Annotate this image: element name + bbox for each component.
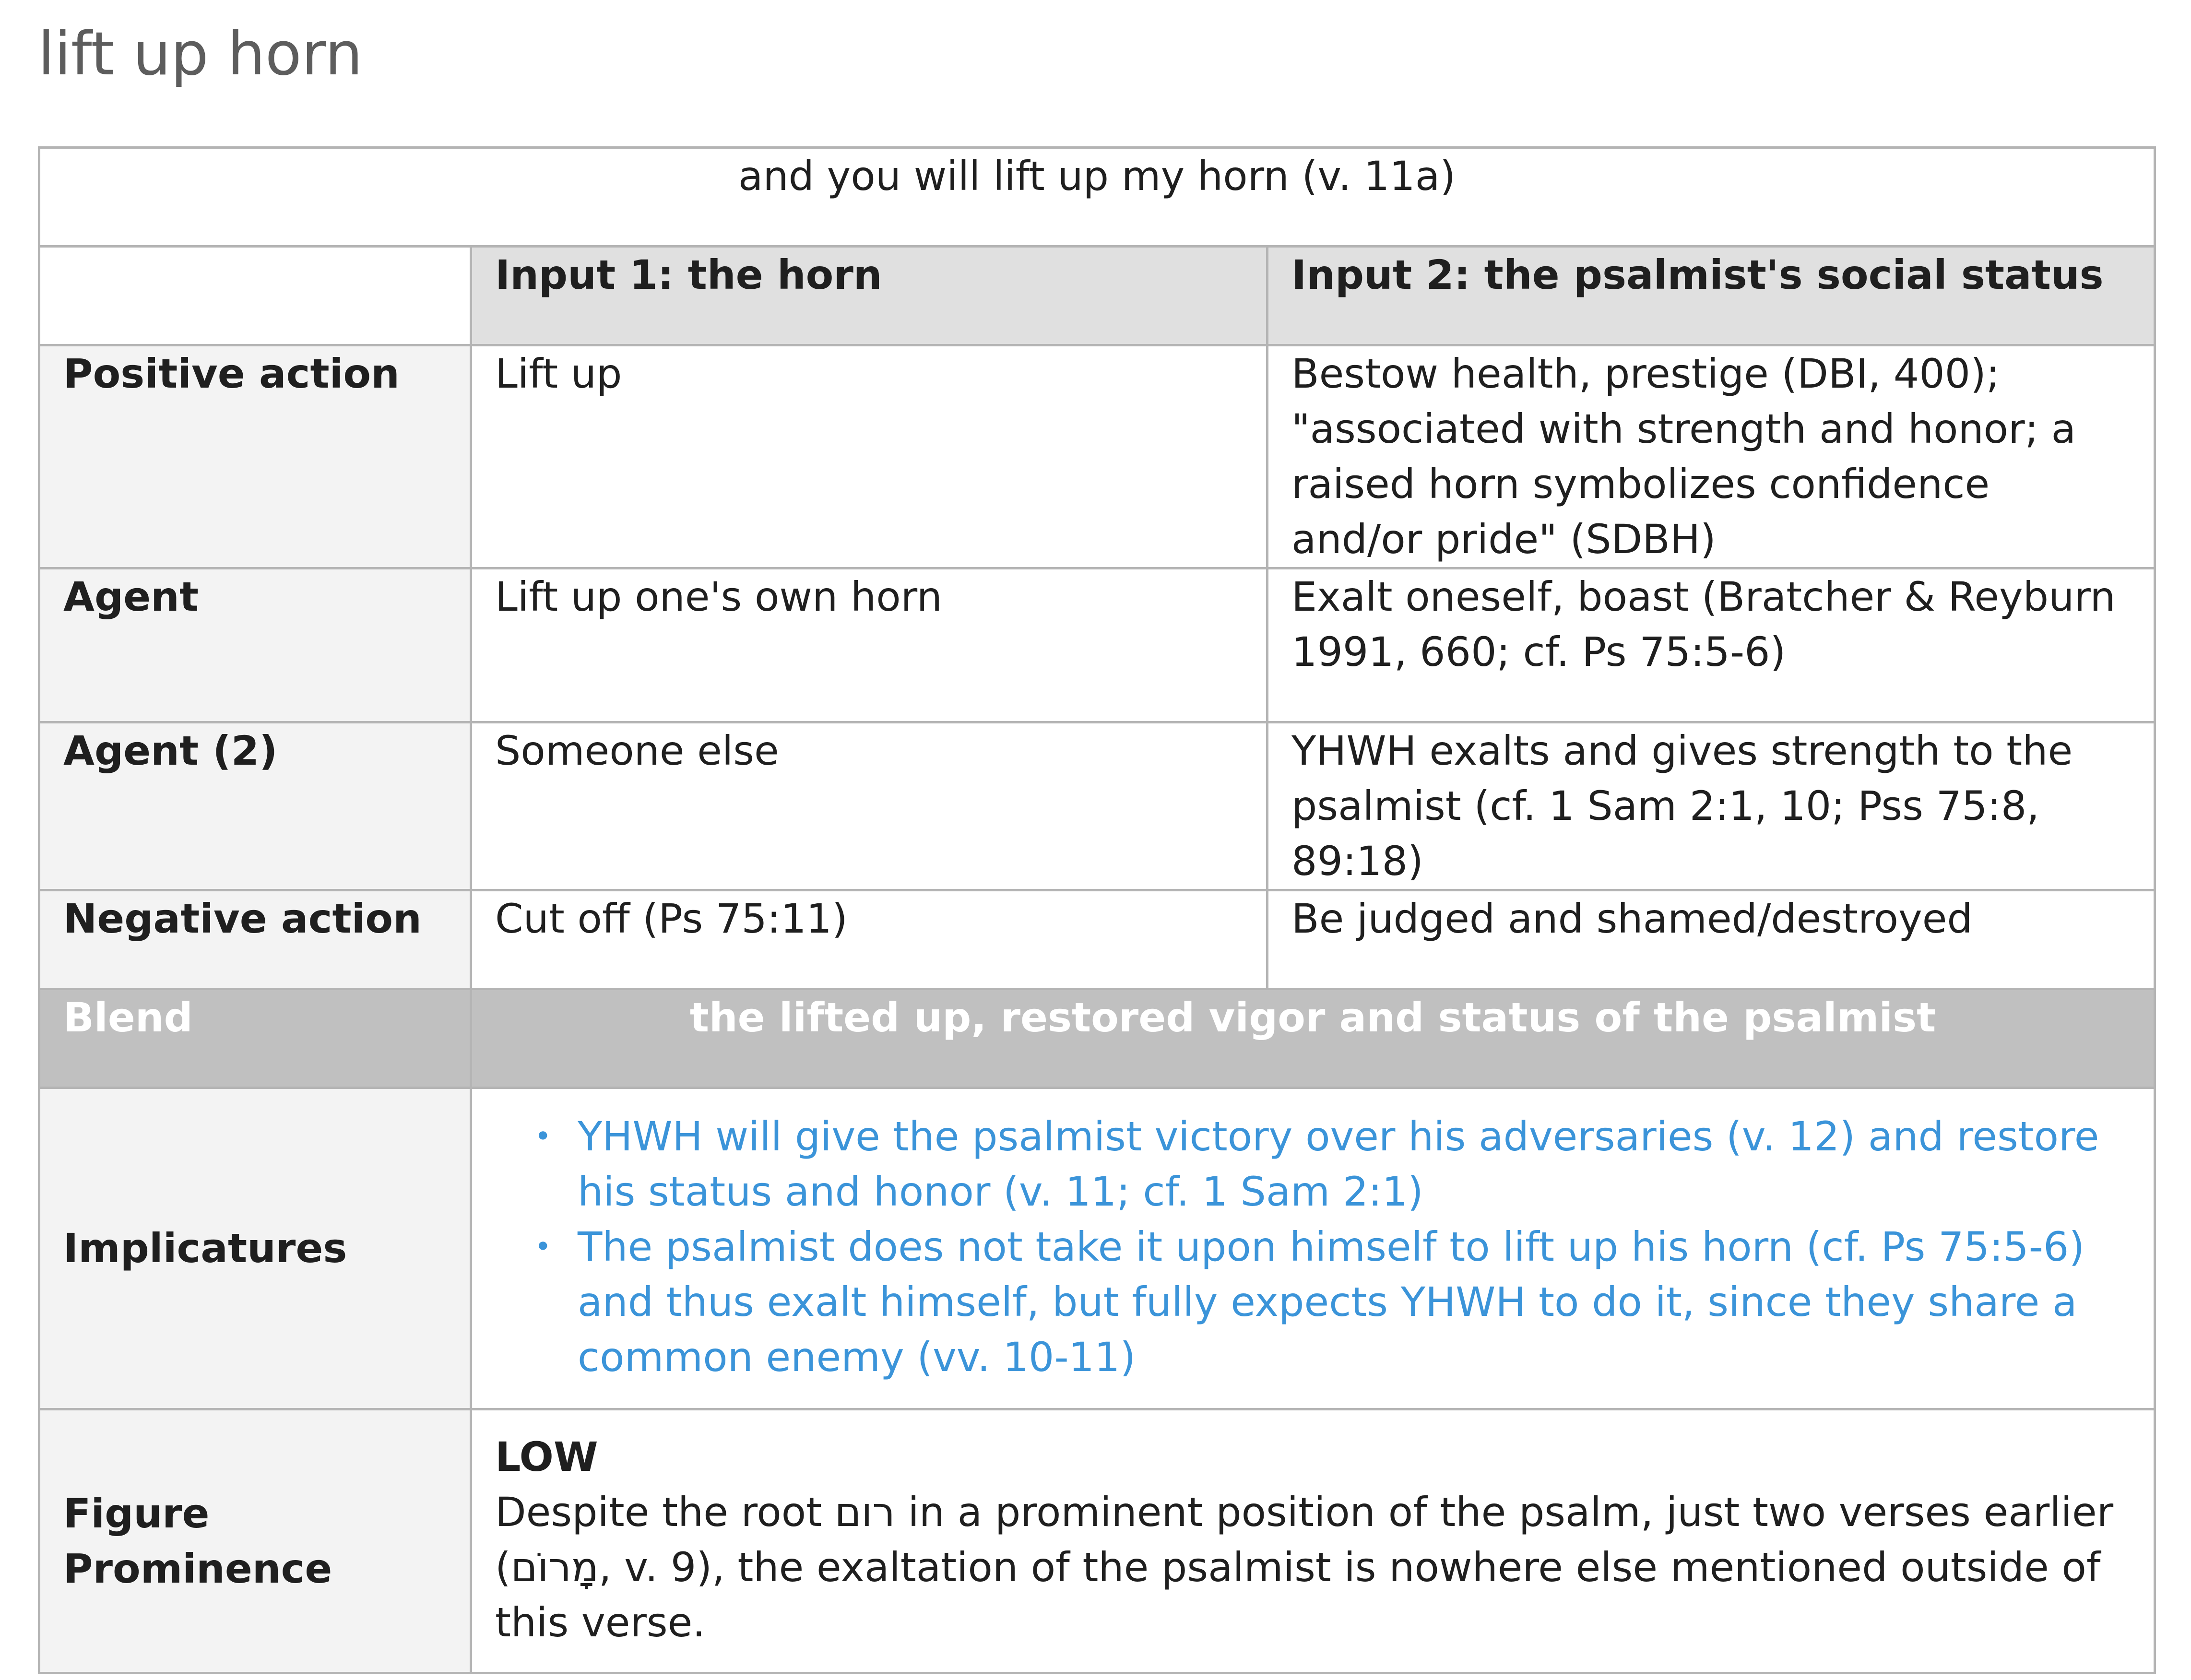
prominence-text: Despite the root רום in a prominent position of the psalm, just two verses earlier (מָרוֹם, v. 9), the exaltation of the psalmist is nowhere else mentioned outside of this verse. (495, 1489, 2114, 1646)
analysis-table (38, 146, 2156, 1674)
header-input-1: Input 1: the horn (471, 247, 1267, 345)
list-item (534, 1219, 2115, 1385)
row-label-negative-action: Negative action (39, 890, 471, 989)
header-input-2: Input 2: the psalmist's social status (1267, 247, 2155, 345)
list-item (534, 1109, 2115, 1219)
cell-positive-input-1: Lift up (471, 345, 1267, 568)
figure-prominence-row (39, 1409, 2155, 1673)
cell-agent2-input-1: Someone else (471, 722, 1267, 890)
bullet-icon: • (534, 1120, 552, 1153)
implicatures-list (534, 1109, 2115, 1385)
cell-agent-input-1: Lift up one's own horn (471, 568, 1267, 722)
bullet-icon: • (534, 1230, 552, 1264)
blend-text: the lifted up, restored vigor and status of the psalmist (471, 989, 2155, 1088)
cell-agent-input-2: Exalt oneself, boast (Bratcher & Reyburn 1991, 660; cf. Ps 75:5-6) (1267, 568, 2155, 722)
table-caption-row (39, 148, 2155, 247)
implicature-text: YHWH will give the psalmist victory over his adversaries (v. 12) and restore his status and honor (v. 11; cf. 1 Sam 2:1) (578, 1113, 2099, 1215)
implicatures-row (39, 1088, 2155, 1409)
row-label-agent: Agent (39, 568, 471, 722)
row-label-implicatures: Implicatures (39, 1088, 471, 1409)
figure-prominence-cell (471, 1409, 2155, 1673)
table-row (39, 345, 2155, 568)
row-label-blend: Blend (39, 989, 471, 1088)
row-label-agent-2: Agent (2) (39, 722, 471, 890)
implicature-text: The psalmist does not take it upon himself to lift up his horn (cf. Ps 75:5-6) and thus exalt himself, but fully expects YHWH to do it, since they share a common enemy (vv. 10-11) (578, 1223, 2085, 1381)
row-label-positive-action: Positive action (39, 345, 471, 568)
cell-negative-input-2: Be judged and shamed/destroyed (1267, 890, 2155, 989)
cell-agent2-input-2: YHWH exalts and gives strength to the psalmist (cf. 1 Sam 2:1, 10; Pss 75:8, 89:18) (1267, 722, 2155, 890)
page-title: lift up horn (38, 20, 363, 89)
blend-row (39, 989, 2155, 1088)
table-header-row (39, 247, 2155, 345)
cell-negative-input-1: Cut off (Ps 75:11) (471, 890, 1267, 989)
table-caption: and you will lift up my horn (v. 11a) (39, 148, 2155, 247)
implicatures-cell (471, 1088, 2155, 1409)
cell-positive-input-2: Bestow health, prestige (DBI, 400); "associated with strength and honor; a raised horn symbolizes confidence and/or pride" (SDBH) (1267, 345, 2155, 568)
table-row (39, 722, 2155, 890)
table-row (39, 568, 2155, 722)
table-row (39, 890, 2155, 989)
prominence-level: LOW (495, 1433, 598, 1480)
row-label-figure-prominence: Figure Prominence (39, 1409, 471, 1673)
header-empty-cell (39, 247, 471, 345)
